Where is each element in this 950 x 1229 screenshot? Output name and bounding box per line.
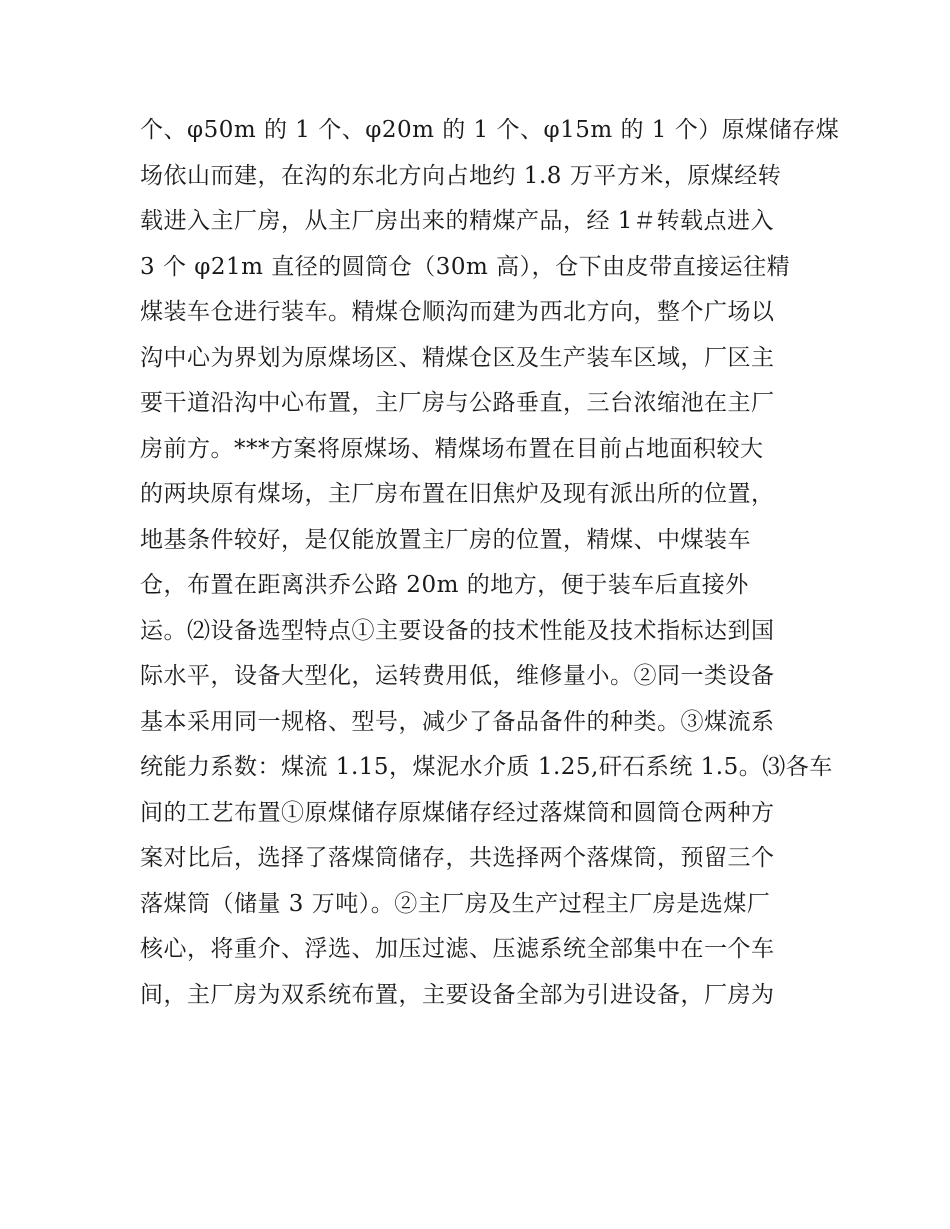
text-line: 运。⑵设备选型特点①主要设备的技术性能及技术指标达到国 <box>140 617 775 644</box>
body-text <box>140 108 840 1018</box>
text-line: 核心，将重介、浮选、加压过滤、压滤系统全部集中在一个车 <box>140 936 775 962</box>
text-line: 个、φ50m 的 1 个、φ20m 的 1 个、φ15m 的 1 个）原煤储存煤 <box>140 117 840 143</box>
text-line: 际水平，设备大型化，运转费用低，维修量小。②同一类设备 <box>140 663 775 689</box>
text-line: 落煤筒（储量 3 万吨）。②主厂房及生产过程主厂房是选煤厂 <box>140 890 771 917</box>
text-line: 的两块原有煤场，主厂房布置在旧焦炉及现有派出所的位置， <box>140 481 775 507</box>
text-line: 煤装车仓进行装车。精煤仓顺沟而建为西北方向，整个广场以 <box>140 299 775 325</box>
text-line: 案对比后，选择了落煤筒储存，共选择两个落煤筒，预留三个 <box>140 845 775 871</box>
text-line: 沟中心为界划为原煤场区、精煤仓区及生产装车区域，厂区主 <box>140 344 775 371</box>
text-line: 3 个 φ21m 直径的圆筒仓（30m 高），仓下由皮带直接运往精 <box>140 253 791 280</box>
text-line: 地基条件较好，是仅能放置主厂房的位置，精煤、中煤装车 <box>140 526 751 553</box>
text-line: 间的工艺布置①原煤储存原煤储存经过落煤筒和圆筒仓两种方 <box>140 799 775 826</box>
text-line: 仓，布置在距离洪乔公路 20m 的地方，便于装车后直接外 <box>140 572 749 598</box>
text-line: 基本采用同一规格、型号，减少了备品备件的种类。③煤流系 <box>140 708 775 735</box>
text-line: 间，主厂房为双系统布置，主要设备全部为引进设备，厂房为 <box>140 981 775 1008</box>
text-line: 统能力系数：煤流 1.15，煤泥水介质 1.25,矸石系统 1.5。⑶各车 <box>140 754 833 780</box>
text-line: 场依山而建，在沟的东北方向占地约 1.8 万平方米，原煤经转 <box>140 162 782 189</box>
text-line: 载进入主厂房，从主厂房出来的精煤产品，经 1＃转载点进入 <box>140 208 774 234</box>
text-line: 房前方。***方案将原煤场、精煤场布置在目前占地面积较大 <box>140 435 764 462</box>
text-line: 要干道沿沟中心布置，主厂房与公路垂直，三台浓缩池在主厂 <box>140 390 775 416</box>
